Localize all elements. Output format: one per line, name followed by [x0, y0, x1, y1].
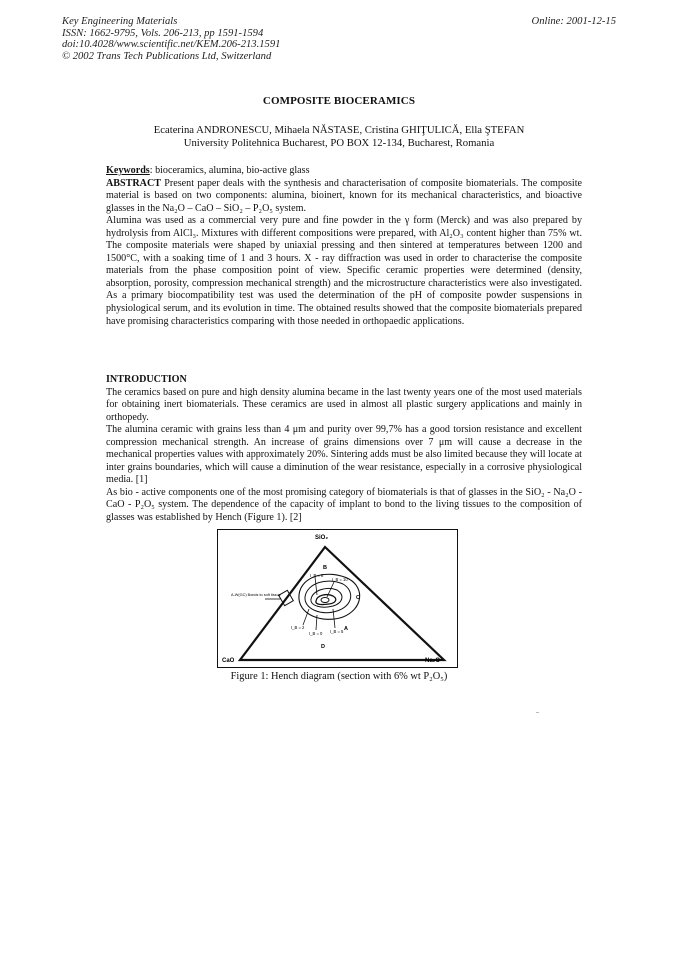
keywords-line	[106, 165, 582, 178]
journal-name: Key Engineering Materials	[62, 16, 178, 27]
vertex-sio2-label: SiO₂	[315, 535, 329, 541]
awgc-label: A-W(GC) Bonds to soft tissue	[231, 593, 281, 597]
intro-paragraph-3: As bio - active components one of the most promising category of biomaterials is that of glasses in the SiO₂ - Na₂O - CaO - P₂O₅ system. The dependence of the capacity of implant to bond to the living tissues to the composition of glasses was established by Hench (Figure 1). [2]	[106, 486, 582, 524]
contour-label-10: I_B = 10	[332, 577, 348, 582]
vertex-na2o-label: Na₂O	[425, 658, 441, 664]
contour-label-8: I_B = 8	[310, 573, 324, 578]
intro-paragraph-2: The alumina ceramic with grains less than 4 μm and purity over 99,7% has a good torsion resistance and excellent compression mechanical strength. An increase of grains dimensions over 7 μm will cause a decrease in the mechanical properties values with approximately 20%. Sintering adds must be also limited because they will locate at inter grains boundaries, which will cause a diminution of the wear resistance, especially in a corrosive physiological media. [1]	[106, 424, 582, 486]
contour-label-5: I_B = 5	[330, 629, 344, 634]
abstract-paragraph-1	[106, 178, 582, 216]
scan-speck	[536, 712, 539, 713]
region-a-label: A	[344, 626, 348, 632]
keywords-label: Keywords	[106, 165, 150, 176]
abstract-label: ABSTRACT	[106, 177, 161, 189]
contour-label-2: I_B = 2	[291, 625, 305, 630]
abstract-section	[106, 165, 582, 328]
online-date: Online: 2001-12-15	[531, 16, 616, 27]
introduction-section	[106, 374, 582, 525]
figure-caption: Figure 1: Hench diagram (section with 6% wt P₂O₅)	[230, 671, 448, 682]
vertex-cao-label: CaO	[222, 658, 235, 664]
doi-link[interactable]: doi:10.4028/www.scientific.net/KEM.206-213.1591	[62, 39, 281, 51]
hench-diagram-svg	[217, 529, 458, 668]
figure-frame	[218, 530, 458, 668]
abstract-paragraph-2: Alumina was used as a commercial very pure and fine powder in the γ form (Merck) and was also prepared by hydrolysis from AlCl₃. Mixtures with different compositions were prepared, with Al₂O₃ content higher than 75% wt. The composite materials were shaped by uniaxial pressing and then sintered at temperatures between 1200 and 1500°C, with a soaking time of 1 and 3 hours. X - ray diffraction was used in order to characterise the composite materials from the phase composition point of view. Specific ceramic properties were determined (density, absorption, porosity, compression mechanical strength) and the microstructure characteristics were also investigated. As a primary biocompatibility test was used the determination of the pH of composite powder suspensions in physiological serum, and its evolution in time. The obtained results showed that the composite biomaterials prepared have promising characteristics comparing with those needed in orthopaedic applications.	[106, 215, 582, 327]
intro-paragraph-1: The ceramics based on pure and high density alumina became in the last twenty years one of the most used materials for obtaining inert biomaterials. These ceramics are used in almost all plastic surgery applications and mainly in orthopedy.	[106, 386, 582, 423]
paper-title: COMPOSITE BIOCERAMICS	[262, 95, 416, 107]
issn-line: ISSN: 1662-9795, Vols. 206-213, pp 1591-1594	[62, 27, 264, 39]
introduction-heading: INTRODUCTION	[106, 374, 187, 385]
region-b-label: B	[323, 565, 327, 571]
contour-label-0: I_B = 0	[309, 631, 323, 636]
region-c-label: C	[356, 595, 360, 601]
copyright-line: © 2002 Trans Tech Publications Ltd, Switzerland	[62, 50, 272, 62]
running-header	[62, 16, 280, 62]
abstract-text-1: Present paper deals with the synthesis and characterisation of composite biomaterials. The composite material is based on two components: alumina, bioinert, known for its mechanical characteristics, and bioactive glasses in the Na₂O – CaO – SiO₂ – P₂O₅ system.	[106, 177, 582, 214]
keywords-text: : bioceramics, alumina, bio-active glass	[149, 165, 310, 176]
author-list: Ecaterina ANDRONESCU, Mihaela NĂSTASE, Cristina GHIŢULICĂ, Ella ŞTEFAN	[153, 124, 525, 136]
author-block	[0, 124, 678, 150]
affiliation: University Politehnica Bucharest, PO BOX 12-134, Bucharest, Romania	[183, 137, 495, 149]
hench-diagram-figure	[217, 529, 458, 668]
region-d-label: D	[321, 644, 325, 650]
